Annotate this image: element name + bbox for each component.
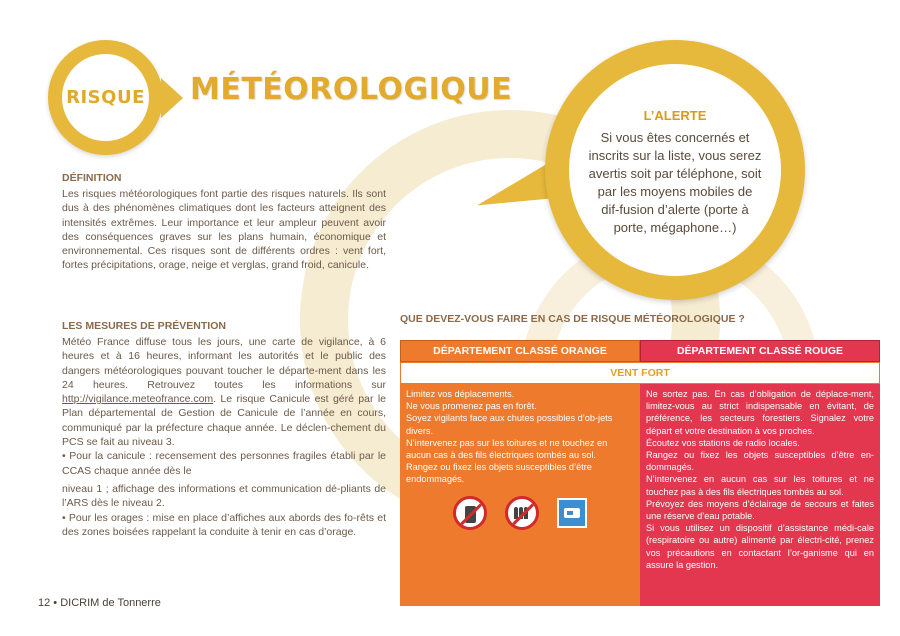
title-small: RISQUE xyxy=(66,87,145,108)
orange-item: Soyez vigilants face aux chutes possibles d’ob-jets divers. xyxy=(406,413,613,436)
vigilance-link[interactable]: http://vigilance.meteofrance.com xyxy=(62,393,214,406)
title-circle xyxy=(48,40,163,155)
table-header-row xyxy=(400,340,880,362)
orages-bullet: • Pour les orages : mise en place d’affiches aux abords des fo-rêts et des zones boisées rappelant la conduite à tenir en cas d’orage. xyxy=(62,511,386,538)
red-item: Écoutez vos stations de radio locales. xyxy=(646,437,800,448)
page-footer: 12 • DICRIM de Tonnerre xyxy=(38,597,161,609)
header-orange: DÉPARTEMENT CLASSÉ ORANGE xyxy=(400,340,640,362)
definition-section xyxy=(62,172,386,273)
table-body-row xyxy=(400,384,880,606)
red-item: Prévoyez des moyens d’éclairage de secours et faites une réserve d’eau potable. xyxy=(646,498,874,522)
canicule-bullet-line2: niveau 1 ; affichage des informations et communication dé-pliants de l’ARS dès le niveau 2. xyxy=(62,482,386,510)
question-heading: QUE DEVEZ-VOUS FAIRE EN CAS DE RISQUE MÉTÉOROLOGIQUE ? xyxy=(400,313,745,325)
no-phone-icon xyxy=(453,496,487,530)
title-arrow xyxy=(161,78,183,118)
pictogram-row xyxy=(406,496,634,530)
orange-item: Rangez ou fixez les objets susceptibles d’être endommagés. xyxy=(406,462,592,485)
no-school-pickup-icon xyxy=(505,496,539,530)
red-item: Si vous utilisez un dispositif d’assistance médi-cale (respiratoire ou autre) alimenté par électri-cité, prenez vos précautions en contactant l’or-ganisme qui en assure la gestion. xyxy=(646,523,874,570)
header-red: DÉPARTEMENT CLASSÉ ROUGE xyxy=(640,340,880,362)
page-title: MÉTÉOROLOGIQUE xyxy=(190,72,513,107)
actions-table xyxy=(400,340,880,606)
orange-item: Ne vous promenez pas en forêt. xyxy=(406,401,537,412)
prevention-section xyxy=(62,320,386,539)
prevention-text xyxy=(62,335,386,449)
definition-heading: DÉFINITION xyxy=(62,172,122,184)
orange-item: N’intervenez pas sur les toitures et ne touchez en aucun cas à des fils électriques tombés au sol. xyxy=(406,437,608,461)
canicule-bullet-line1: • Pour la canicule : recensement des personnes fragiles établi par le CCAS chaque année dès le xyxy=(62,450,386,477)
red-item: N’intervenez en aucun cas sur les toitures et ne touchez pas à des fils électriques tombés au sol. xyxy=(646,474,874,497)
red-item: Ne sortez pas. En cas d’obligation de déplace-ment, limitez-vous au strict indispensable en évitant, de préférence, les secteurs forestiers. Signalez votre départ et votre destination à vos proches. xyxy=(646,389,874,436)
orange-column xyxy=(400,384,640,606)
prevention-heading: LES MESURES DE PRÉVENTION xyxy=(62,320,226,332)
orange-item: Limitez vos déplacements. xyxy=(406,389,515,399)
alert-title: L’ALERTE xyxy=(643,108,707,123)
radio-icon xyxy=(557,498,587,528)
red-column xyxy=(640,384,880,606)
definition-text: Les risques météorologiques font partie des risques naturels. Ils sont dus à des phénomènes climatiques dont les facteurs atteignent des intensités extrêmes. Leur importance et leur ampleur peuvent avoir des conséquences graves sur les plans humain, économique et environnemental. Ces risques sont de différents ordres : vent fort, fortes précipitations, orage, neige et verglas, grand froid, canicule. xyxy=(62,188,386,272)
alert-text: Si vous êtes concernés et inscrits sur la liste, vous serez avertis soit par téléphone, soit par les moyens mobiles de dif-fusion d’alerte (porte à porte, mégaphone…) xyxy=(588,130,762,235)
prevention-text-part2: . Le risque Canicule est géré par le Plan départemental de Gestion de Canicule de l’année en cours, communiqué par la préfecture chaque année. Le déclen-chement du PCS se fait au niveau 3. xyxy=(62,393,386,449)
red-item: Rangez ou fixez les objets susceptibles d’être en-dommagés. xyxy=(646,450,874,473)
alert-circle xyxy=(545,40,805,300)
vent-fort-row: VENT FORT xyxy=(400,362,880,384)
prevention-text-part1: Météo France diffuse tous les jours, une carte de vigilance, à 6 heures et à 16 heures, informant les autorités et le public des dangers météorologiques pouvant toucher le départe-ment dans les 24 heures. Retrouvez toutes les informations sur xyxy=(62,336,386,391)
